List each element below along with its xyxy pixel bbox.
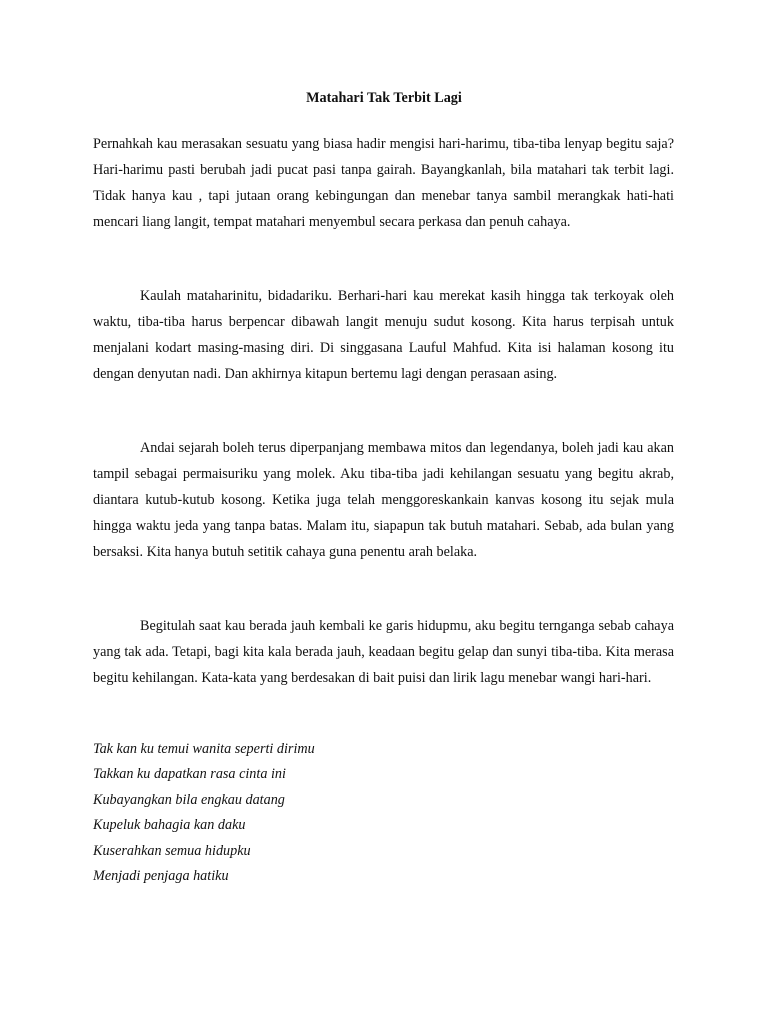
paragraph-4: Begitulah saat kau berada jauh kembali ke garis hidupmu, aku begitu ternganga sebab cahaya yang tak ada. Tetapi, bagi kita kala berada jauh, keadaan begitu gelap dan sunyi tiba-tiba. Kita merasa begitu kehilangan. Kata-kata yang berdesakan di bait puisi dan lirik lagu menebar wangi hari-hari. (93, 618, 674, 687)
document-title: Matahari Tak Terbit Lagi (306, 90, 462, 106)
poem-line: Takkan ku dapatkan rasa cinta ini (93, 766, 286, 783)
poem-line: Tak kan ku temui wanita seperti dirimu (93, 741, 315, 757)
paragraph-3: Andai sejarah boleh terus diperpanjang membawa mitos dan legendanya, boleh jadi kau akan tampil sebagai permaisuriku yang molek. Aku tiba-tiba jadi kehilangan sesuatu yang begitu akrab, diantara kutub-kutub kosong. Ketika juga telah menggoreskankain kanvas kosong itu sejak mula hingga waktu jeda yang tanpa batas. Malam itu, siapapun tak butuh matahari. Sebab, ada bulan yang bersaksi. Kita hanya butuh setitik cahaya guna penentu arah belaka. (93, 440, 674, 561)
poem-line: Menjadi penjaga hatiku (93, 868, 229, 885)
poem-line: Kubayangkan bila engkau datang (93, 791, 285, 808)
poem-stanza (93, 737, 674, 889)
paragraph-2: Kaulah mataharinitu, bidadariku. Berhari-hari kau merekat kasih hingga tak terkoyak oleh waktu, tiba-tiba harus berpencar dibawah langit menuju sudut kosong. Kita harus terpisah untuk menjalani kodart masing-masing diri. Di singgasana Lauful Mahfud. Kita isi halaman kosong itu dengan denyutan nadi. Dan akhirnya kitapun bertemu lagi dengan perasaan asing. (93, 288, 674, 383)
poem-line: Kuserahkan semua hidupku (93, 842, 251, 859)
poem-line: Kupeluk bahagia kan daku (93, 817, 246, 834)
paragraph-1: Pernahkah kau merasakan sesuatu yang biasa hadir mengisi hari-harimu, tiba-tiba lenyap begitu saja? Hari-harimu pasti berubah jadi pucat pasi tanpa gairah. Bayangkanlah, bila matahari tak terbit lagi. Tidak hanya kau , tapi jutaan orang kebingungan dan menebar tanya sambil merangkak hati-hati mencari liang langit, tempat matahari menyembul secara perkasa dan penuh cahaya. (93, 136, 674, 231)
